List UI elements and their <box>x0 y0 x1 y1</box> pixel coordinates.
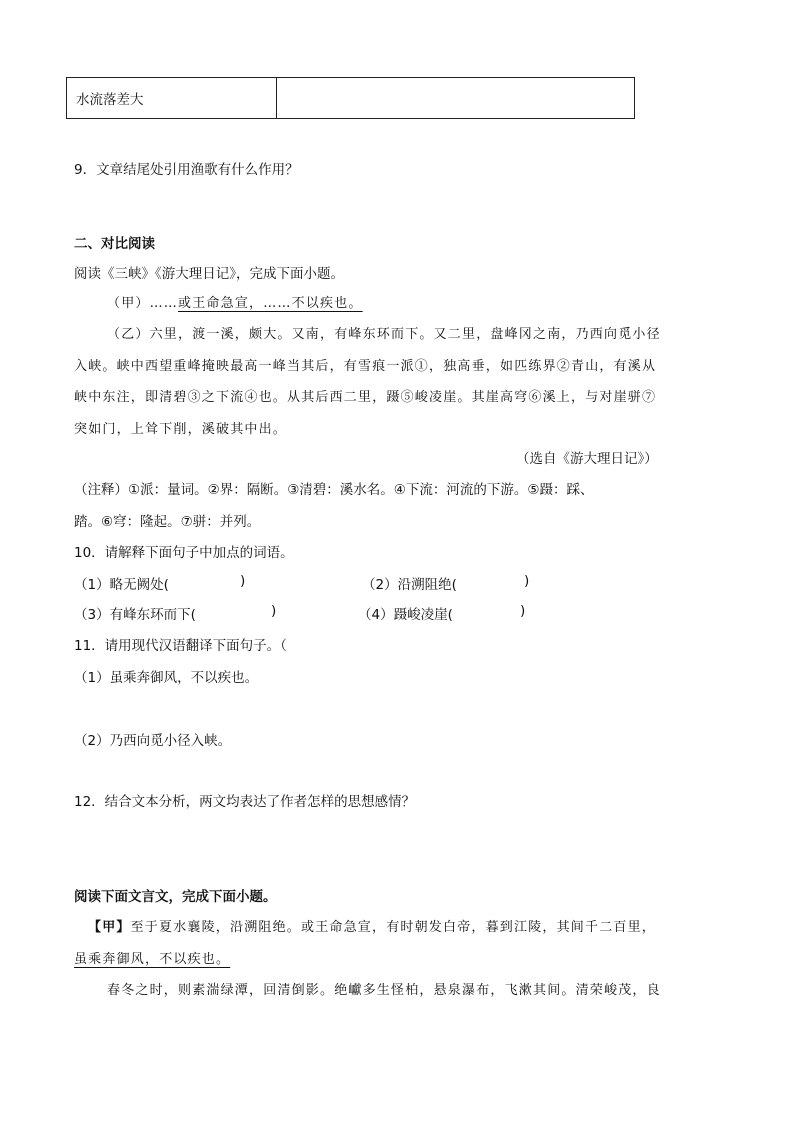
passage-jia-line-3: 春冬之时，则素湍绿潭，回清倒影。绝巘多生怪柏，悬泉瀑布，飞漱其间。清荣峻茂，良 <box>107 983 661 998</box>
passage-jia-prefix: （甲）…… <box>107 296 179 311</box>
q10-item-3-close: ) <box>271 603 277 619</box>
passage-jia-text-1: 至于夏水襄陵，沿溯阻绝。或王命急宣，有时朝发白帝，暮到江陵，其间千二百里， <box>130 920 657 935</box>
q10-item-4-close: ) <box>520 603 526 619</box>
comparison-table <box>66 77 635 119</box>
section-heading-comparison: 二、对比阅读 <box>74 236 155 252</box>
table-row <box>67 78 635 119</box>
section-intro: 阅读《三峡》《游大理日记》，完成下面小题。 <box>74 266 344 282</box>
passage-yi-line-4: 突如门，上耸下削，溪破其中出。 <box>74 422 288 437</box>
section-heading-classical: 阅读下面文言文，完成下面小题。 <box>74 889 277 905</box>
q10-item-1: （1）略无阙处( <box>74 577 169 593</box>
q10-item-2-close: ) <box>524 573 530 589</box>
table-cell-answer[interactable] <box>277 78 635 119</box>
q10-item-3: （3）有峰东环而下( <box>74 607 196 623</box>
passage-yi-line-1: （乙）六里，渡一溪，颇大。又南，有峰东环而下。又二里，盘峰冈之南，乃西向觅小径 <box>107 327 661 342</box>
notes-line-2: 踏。⑥穹：隆起。⑦骈：并列。 <box>74 514 261 530</box>
q11-sentence-2: （2）乃西向觅小径入峡。 <box>74 733 232 749</box>
question-9: 9．文章结尾处引用渔歌有什么作用？ <box>74 162 299 178</box>
notes-line-1: （注释）①派：量词。②界：隔断。③清碧：溪水名。④下流：河流的下游。⑤蹑：踩、 <box>74 482 594 498</box>
passage-jia-line-2: 虽乘奔御风，不以疾也。 <box>74 952 231 967</box>
table-cell-label: 水流落差大 <box>67 78 277 119</box>
q10-item-1-close: ) <box>240 573 246 589</box>
question-12: 12．结合文本分析，两文均表达了作者怎样的思想感情？ <box>74 794 416 810</box>
passage-yi-line-3: 峡中东注，即清碧③之下流④也。从其后西二里，蹑⑤峻凌崖。其崖高穹⑥溪上，与对崖骈⑦ <box>74 390 657 405</box>
question-10: 10．请解释下面句子中加点的词语。 <box>74 545 294 561</box>
passage-jia-quote: 或王命急宣，……不以疾也。 <box>178 296 363 311</box>
q10-item-4: （4）蹑峻凌崖( <box>358 607 453 623</box>
passage-jia-line-1 <box>88 916 656 935</box>
passage-jia-excerpt <box>107 292 363 311</box>
passage-source: （选自《游大理日记》） <box>516 451 658 467</box>
passage-yi-line-2: 入峡。峡中西望重峰掩映最高一峰当其后，有雪痕一派①，独高垂，如匹练界②青山，有溪从 <box>74 359 657 374</box>
passage-jia-label: 【甲】 <box>88 920 131 935</box>
q11-sentence-1: （1）虽乘奔御风，不以疾也。 <box>74 670 259 686</box>
question-11: 11．请用现代汉语翻译下面句子。（ <box>74 638 287 654</box>
q10-item-2: （2）沿溯阻绝( <box>362 577 457 593</box>
